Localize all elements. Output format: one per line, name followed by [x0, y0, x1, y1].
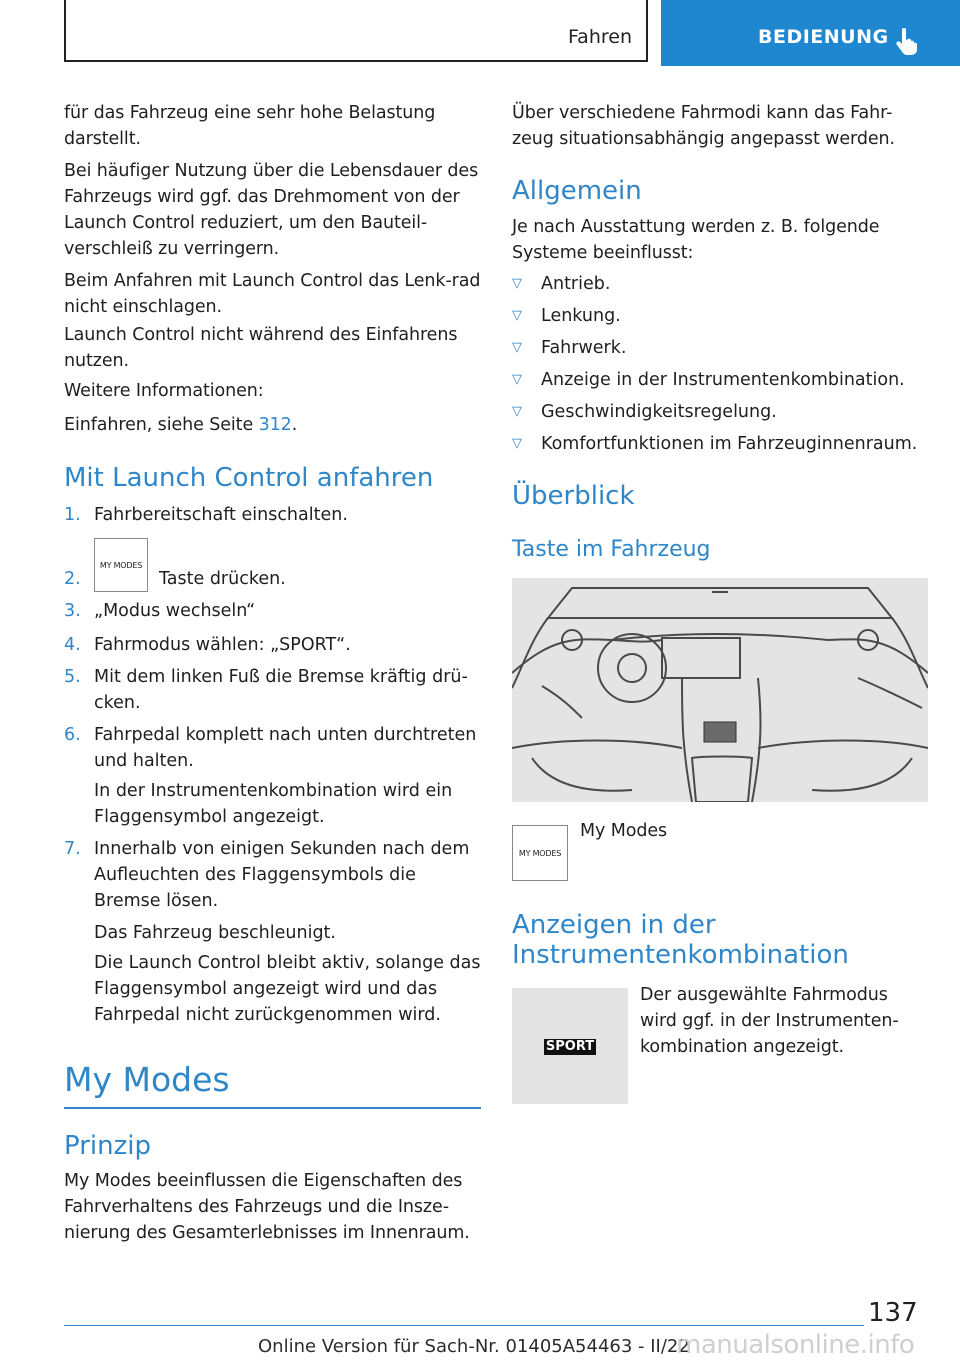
- heading-anzeigen-line2: Instrumentenkombination: [512, 940, 849, 970]
- list-item: Anzeige in der Instrumentenkombination.: [541, 370, 905, 390]
- step-number: 7.: [64, 839, 81, 859]
- sport-display-image: [512, 988, 628, 1104]
- list-item: Fahrwerk.: [541, 338, 627, 358]
- step-number: 6.: [64, 725, 81, 745]
- paragraph-intro: Über verschiedene Fahrmodi kann das Fahr-zeug situationsabhängig angepasst werden.: [512, 103, 895, 149]
- step-number: 5.: [64, 667, 81, 687]
- heading-taste-im-fahrzeug: Taste im Fahrzeug: [512, 537, 711, 562]
- bullet-triangle-icon: ▽: [512, 340, 522, 355]
- page-number: 137: [868, 1298, 918, 1328]
- heading-my-modes: My Modes: [64, 1060, 230, 1099]
- step-number: 4.: [64, 635, 81, 655]
- bullet-triangle-icon: ▽: [512, 308, 522, 323]
- section-divider: [64, 1107, 481, 1109]
- header-section-label: Fahren: [568, 26, 632, 48]
- list-item: Antrieb.: [541, 274, 611, 294]
- step-number: 1.: [64, 505, 81, 525]
- heading-ueberblick: Überblick: [512, 481, 635, 511]
- footer-version-text: Online Version für Sach-Nr. 01405A54463 - II/22: [258, 1336, 690, 1357]
- step-subtext: Die Launch Control bleibt aktiv, solange das Flaggensymbol angezeigt wird und das Fahrpedal nicht zurückgenommen wird.: [94, 953, 481, 1025]
- step-subtext: Das Fahrzeug beschleunigt.: [94, 923, 336, 943]
- header-chapter-label: BEDIENUNG: [758, 26, 889, 48]
- header-section-tab: [64, 0, 648, 62]
- step-text: Innerhalb von einigen Sekunden nach dem Aufleuchten des Flaggensymbols die Bremse lösen.: [94, 839, 470, 911]
- step-subtext: In der Instrumentenkombination wird ein Flaggensymbol angezeigt.: [94, 781, 453, 827]
- step-number: 2.: [64, 569, 81, 589]
- key-caption: My Modes: [580, 821, 668, 841]
- step-text: Mit dem linken Fuß die Bremse kräftig drü-cken.: [94, 667, 468, 713]
- paragraph-einfahren: Launch Control nicht während des Einfahrens nutzen.: [64, 325, 458, 371]
- heading-prinzip: Prinzip: [64, 1131, 151, 1161]
- sport-mode-badge: SPORT: [545, 1039, 595, 1054]
- step-text: Fahrpedal komplett nach unten durchtreten und halten.: [94, 725, 477, 771]
- bullet-triangle-icon: ▽: [512, 436, 522, 451]
- bullet-triangle-icon: ▽: [512, 404, 522, 419]
- paragraph-anzeigen: Der ausgewählte Fahrmodus wird ggf. in der Instrumenten-kombination angezeigt.: [640, 985, 899, 1057]
- my-modes-key-icon: MY MODES: [512, 825, 568, 881]
- watermark: manualsonline.info: [676, 1330, 915, 1360]
- paragraph-allgemein: Je nach Ausstattung werden z. B. folgende Systeme beeinflusst:: [512, 217, 880, 263]
- my-modes-key-icon: MY MODES: [94, 538, 148, 592]
- list-item: Lenkung.: [541, 306, 621, 326]
- crossref-prefix: Einfahren, siehe Seite: [64, 415, 259, 435]
- paragraph-seitenverweis: [64, 412, 484, 438]
- list-item: Geschwindigkeitsregelung.: [541, 402, 777, 422]
- footer-divider: [64, 1325, 864, 1326]
- crossref-suffix: .: [291, 415, 298, 435]
- step-text: Taste drücken.: [159, 569, 286, 589]
- page-link-312[interactable]: 312: [258, 415, 292, 435]
- step-text: „Modus wechseln“: [94, 601, 256, 621]
- paragraph-lebensdauer: Bei häufiger Nutzung über die Lebensdauer des Fahrzeugs wird ggf. das Drehmoment von der Launch Control reduziert, um den Bauteil-verschleiß zu verringern.: [64, 161, 479, 259]
- step-number: 3.: [64, 601, 81, 621]
- step-text: Fahrmodus wählen: „SPORT“.: [94, 635, 351, 655]
- heading-allgemein: Allgemein: [512, 176, 642, 206]
- step-text: Fahrbereitschaft einschalten.: [94, 505, 348, 525]
- paragraph-prinzip: My Modes beeinflussen die Eigenschaften des Fahrverhaltens des Fahrzeugs und die Insze-nierung des Gesamterlebnisses im Innenraum.: [64, 1171, 470, 1243]
- heading-launch-control: Mit Launch Control anfahren: [64, 463, 434, 493]
- bullet-triangle-icon: ▽: [512, 276, 522, 291]
- paragraph-belastung: für das Fahrzeug eine sehr hohe Belastung darstellt.: [64, 103, 436, 149]
- paragraph-weitere-info: Weitere Informationen:: [64, 381, 264, 401]
- cockpit-illustration: [512, 578, 928, 802]
- touch-hand-icon: [894, 26, 920, 56]
- list-item: Komfortfunktionen im Fahrzeuginnenraum.: [541, 434, 918, 454]
- heading-anzeigen-line1: Anzeigen in der: [512, 910, 716, 940]
- header-chapter-tab: [661, 0, 960, 66]
- paragraph-lenkrad: Beim Anfahren mit Launch Control das Lenk-rad nicht einschlagen.: [64, 271, 481, 317]
- bullet-triangle-icon: ▽: [512, 372, 522, 387]
